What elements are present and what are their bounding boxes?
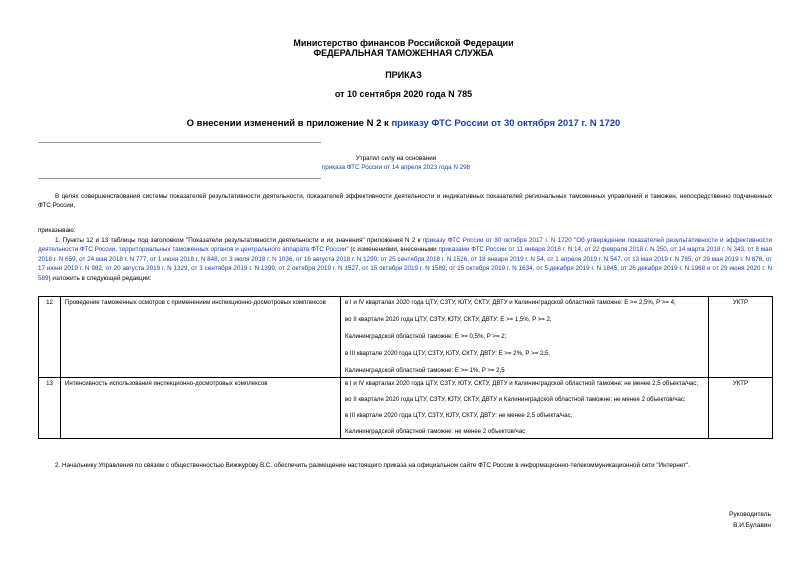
document-date-number: от 10 сентября 2020 года N 785 [334, 89, 473, 99]
row-number: 12 [39, 297, 61, 378]
clause-1-link-order[interactable]: приказу ФТС России от 30 октября 2017 г. N 1720 "Об утверждении показателей результативности и эффективности деятельности ФТС России, территориальных таможенных органов и центрального аппарата ФТС России" [38, 237, 772, 254]
separator-bottom [38, 178, 321, 179]
row-indicator: Проведение таможенных осмотров с применением инспекционно-досмотровых комплексов [61, 297, 341, 378]
document-type: ПРИКАЗ [385, 70, 422, 80]
indicators-table [38, 296, 773, 439]
table-row [39, 378, 773, 439]
order-keyword: приказываю: [38, 227, 76, 234]
row-number: 13 [39, 378, 61, 439]
document-title [0, 118, 807, 129]
row-conditions: в I и IV кварталах 2020 года ЦТУ, СЗТУ, ЮТУ, СКТУ, ДВТУ и Калининградской областной таможне: не менее 2,5 объекта/час; во II квартале 2020 года ЦТУ, СЗТУ, ЮТУ, СКТУ, ДВТУ и Калининградской областной таможне: не менее 2 объектов/час; в III квартале 2020 года ЦТУ, СЗТУ, ЮТУ, СКТУ, ДВТУ: не менее 2,5 объекта/час, Калининградской областной таможне: не менее 2 объектов/час [341, 378, 709, 439]
row-indicator: Интенсивность использования инспекционно-досмотровых комплексов [61, 378, 341, 439]
preamble-paragraph: В целях совершенствования системы показателей результативности деятельности, показателей эффективности деятельности и индикативных показателей региональных таможенных управлений и таможен, непосредственно подчиненных ФТС России, [38, 193, 772, 210]
signature-position: Руководитель [729, 511, 771, 518]
title-text: О внесении изменений в приложение N 2 к [186, 118, 389, 129]
validity-note-link[interactable]: приказа ФТС России от 14 апреля 2023 года N 298 [321, 164, 471, 171]
clause-2: 2. Начальнику Управления по связям с общественностью Вижжурову В.С. обеспечить размещение настоящего приказа на официальном сайте ФТС России в информационно-телекоммуникационной сети "Интернет". [55, 462, 691, 469]
signature-name: В.И.Булавин [733, 522, 771, 529]
validity-note [38, 154, 754, 172]
clause-1-link-amendments[interactable]: приказами ФТС России от 11 января 2018 г. N 14, от 22 февраля 2018 г. N 250, от 14 марта 2018 г. N 343, от 8 мая 2018 г. N 659, от 24 мая 2018 г. N 777, от 1 июня 2018 г. N 848, от 3 июля 2018 г. N 1036, от 16 августа 2018 г. N 1290, от 25 сентября 2018 г. N 1526, от 18 января 2019 г. N 54, от 1 апреля 2019 г. N 547, от 13 мая 2019 г. N 785, от 29 мая 2019 г. N 878, от 17 июня 2019 г. N 982, от 20 августа 2019 г. N 1329, от 3 сентября 2019 г. N 1399, от 2 октября 2019 г. N 1527, от 15 октября 2019 г. N 1589, от 25 октября 2019 г. N 1634, от 5 декабря 2019 г. N 1845, от 26 декабря 2019 г. N 1968 и от 29 июня 2020 г. N 589 [38, 246, 772, 282]
clause-1: 1. Пункты 12 и 13 таблицы под заголовком "Показатели результативности деятельности и их значения" приложения N 2 к приказу ФТС России от 30 октября 2017 г. N 1720 "Об утверждении показателей результативности и эффективности деятельности ФТС России, территориальных таможенных органов и центрального аппарата ФТС России" (с изменениями, внесенными приказами ФТС России от 11 января 2018 г. N 14, от 22 февраля 2018 г. N 250, от 14 марта 2018 г. N 343, от 8 мая 2018 г. N 659, от 24 мая 2018 г. N 777, от 1 июня 2018 г. N 848, от 3 июля 2018 г. N 1036, от 16 августа 2018 г. N 1290, от 25 сентября 2018 г. N 1526, от 18 января 2019 г. N 54, от 1 апреля 2019 г. N 547, от 13 мая 2019 г. N 785, от 29 мая 2019 г. N 878, от 17 июня 2019 г. N 982, от 20 августа 2019 г. N 1329, от 3 сентября 2019 г. N 1399, от 2 октября 2019 г. N 1527, от 15 октября 2019 г. N 1589, от 25 октября 2019 г. N 1634, от 5 декабря 2019 г. N 1845, от 26 декабря 2019 г. N 1968 и от 29 июня 2020 г. N 589) изложить в следующей редакции: [38, 237, 772, 282]
validity-note-text: Утратил силу на основании [355, 155, 437, 162]
row-responsible: УКТР [709, 297, 773, 378]
separator-top [38, 142, 321, 143]
issuer-service: ФЕДЕРАЛЬНАЯ ТАМОЖЕННАЯ СЛУЖБА [313, 48, 494, 58]
table-row [39, 297, 773, 378]
issuer-ministry: Министерство финансов Российской Федерации [293, 38, 514, 48]
signature-block [729, 509, 771, 531]
row-conditions: в I и IV кварталах 2020 года ЦТУ, СЗТУ, ЮТУ, СКТУ, ДВТУ и Калининградской областной таможне: E >= 2,5%, P >= 4; во II квартале 2020 года ЦТУ, СЗТУ, ЮТУ, СКТУ, ДВТУ: E >= 1,5%, P >= 2, Калининградской областной таможне: E >= 0,5%, P >= 2; в III квартале 2020 года ЦТУ, СЗТУ, ЮТУ, СКТУ, ДВТУ: E >= 2%, P >= 2,5, Калининградской областной таможне: E >= 1%, P >= 2,5 [341, 297, 709, 378]
row-responsible: УКТР [709, 378, 773, 439]
title-link[interactable]: приказу ФТС России от 30 октября 2017 г. N 1720 [391, 118, 621, 129]
